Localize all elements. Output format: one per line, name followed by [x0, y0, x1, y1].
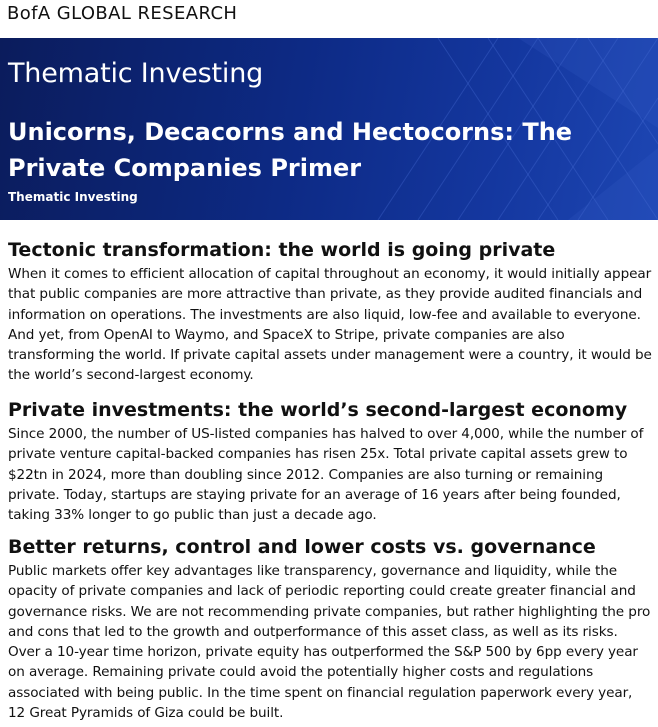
report-banner [0, 38, 658, 220]
section-body: When it comes to efficient allocation of capital throughout an economy, it would initially appear that public companies are more attractive than private, as they provide audited financials and information on operations. The investments are also liquid, low-fee and available to everyone. And yet, from OpenAI to Waymo, and SpaceX to Stripe, private companies are also transforming the world. If private capital assets under management were a country, it would be the world’s second-largest economy. [8, 266, 652, 384]
series-title: Thematic Investing [8, 58, 264, 89]
top-bar [0, 0, 658, 38]
section-going-private [8, 236, 653, 386]
section-heading: Private investments: the world’s second-largest economy [8, 399, 628, 421]
section-returns-governance [8, 533, 653, 723]
section-body: Public markets offer key advantages like transparency, governance and liquidity, while the opacity of private companies and lack of periodic reporting could create greater financial and governance risks. We are not recommending private companies, but rather highlighting the pro and cons that led to the growth and outperformance of this asset class, as well as its risks. Over a 10-year time horizon, private equity has outperformed the S&P 500 by 6pp every year on average. Remaining private could avoid the potentially higher costs and regulations associated with being public. In the time spent on financial regulation paperwork every year, 12 Great Pyramids of Giza could be built. [8, 563, 651, 722]
report-subtitle: Thematic Investing [8, 190, 138, 204]
section-heading: Better returns, control and lower costs vs. governance [8, 536, 596, 558]
report-title: Unicorns, Decacorns and Hectocorns: The Private Companies Primer [8, 118, 573, 182]
brand-wordmark: BofA GLOBAL RESEARCH [7, 3, 238, 24]
section-heading: Tectonic transformation: the world is going private [8, 239, 556, 261]
section-private-investments [8, 396, 653, 525]
section-body: Since 2000, the number of US-listed companies has halved to over 4,000, while the number of private venture capital-backed companies has risen 25x. Total private capital assets grew to $22tn in 2024, more than doubling since 2012. Companies are also turning or remaining private. Today, startups are staying private for an average of 16 years after being founded, taking 33% longer to go public than just a decade ago. [8, 426, 644, 524]
